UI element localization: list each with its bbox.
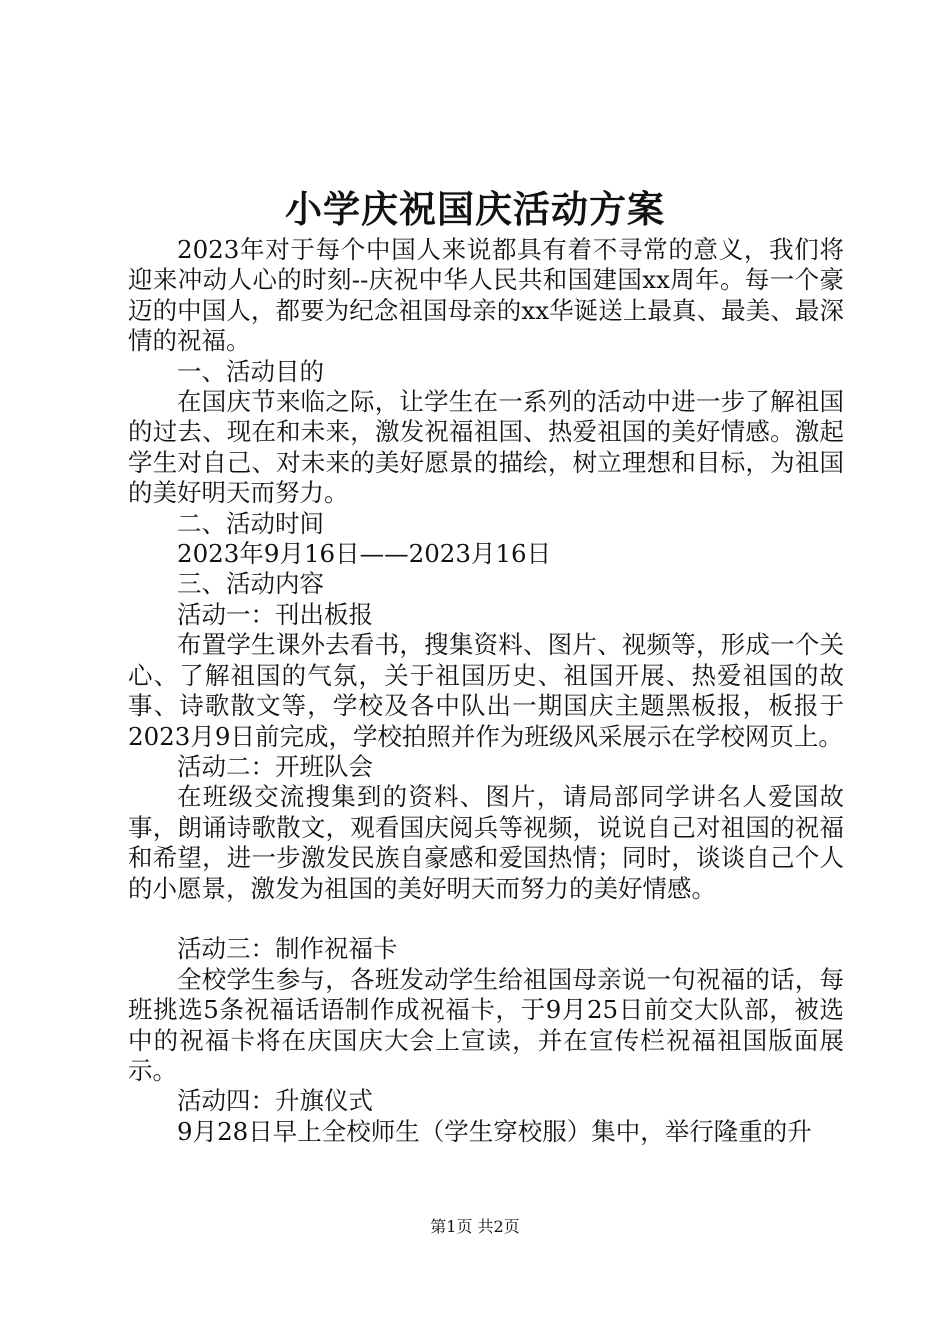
activity-paragraph-2: 在班级交流搜集到的资料、图片，请局部同学讲名人爱国故事，朗诵诗歌散文，观看国庆阅兵等视频，说说自己对祖国的祝福和希望，进一步激发民族自豪感和爱国热情；同时，谈谈自己个人的小愿景，激发为祖国的美好明天而努力的美好情感。 [128,782,844,903]
document-body [128,235,844,1147]
section-heading-time: 二、活动时间 [177,508,324,538]
activity-heading-4: 活动四：升旗仪式 [177,1086,373,1116]
section-heading-purpose: 一、活动目的 [177,356,324,386]
section-heading-content: 三、活动内容 [177,569,324,599]
document-title: 小学庆祝国庆活动方案 [285,187,665,231]
activity-heading-2: 活动二：开班队会 [177,751,373,781]
section-paragraph-time: 2023年9月16日——2023月16日 [177,539,552,569]
activity-heading-1: 活动一：刊出板报 [177,599,373,629]
activity-heading-3: 活动三：制作祝福卡 [177,934,398,964]
intro-paragraph: 2023年对于每个中国人来说都具有着不寻常的意义，我们将迎来冲动人心的时刻--庆祝中华人民共和国建国xx周年。每一个豪迈的中国人，都要为纪念祖国母亲的xx华诞送上最真、最美、最深情的祝福。 [128,235,844,356]
blank-line [128,904,844,934]
activity-paragraph-3: 全校学生参与，各班发动学生给祖国母亲说一句祝福的话，每班挑选5条祝福话语制作成祝福卡，于9月25日前交大队部，被选中的祝福卡将在庆国庆大会上宣读，并在宣传栏祝福祖国版面展示。 [128,964,844,1085]
activity-paragraph-4: 9月28日早上全校师生（学生穿校服）集中，举行隆重的升 [177,1116,812,1146]
section-paragraph-purpose: 在国庆节来临之际，让学生在一系列的活动中进一步了解祖国的过去、现在和未来，激发祝福祖国、热爱祖国的美好情感。激起学生对自己、对未来的美好愿景的描绘，树立理想和目标，为祖国的美好明天而努力。 [128,387,844,508]
page-number-footer: 第1页 共2页 [430,1217,520,1236]
activity-paragraph-1: 布置学生课外去看书，搜集资料、图片、视频等，形成一个关心、了解祖国的气氛，关于祖国历史、祖国开展、热爱祖国的故事、诗歌散文等，学校及各中队出一期国庆主题黑板报，板报于2023月9日前完成，学校拍照并作为班级风采展示在学校网页上。 [128,630,844,751]
